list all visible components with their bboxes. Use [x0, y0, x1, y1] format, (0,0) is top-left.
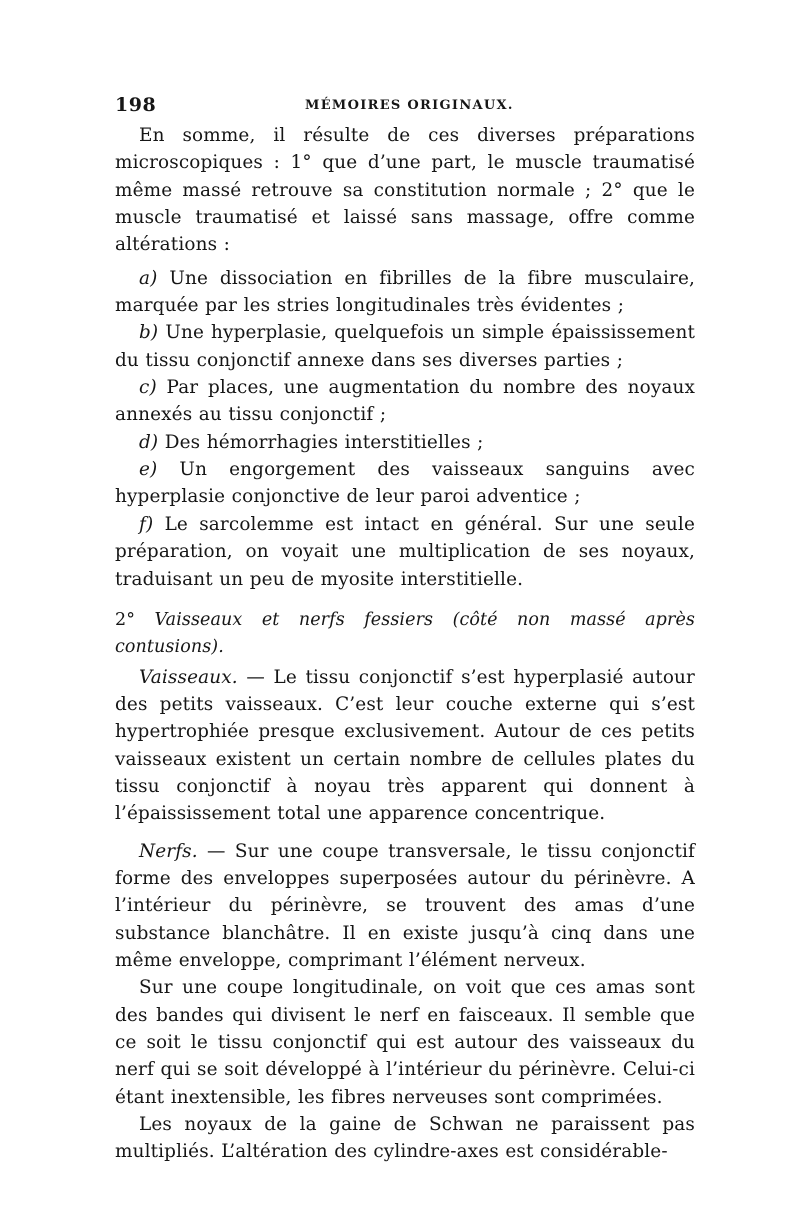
intro-paragraph: En somme, il résulte de ces diverses préparations microscopiques : 1° que d’une part, le muscle traumatisé même massé retrouve sa constitution normale ; 2° que le muscle traumatisé et laissé sans massage, offre comme altérations :	[115, 125, 695, 256]
list-text-c: Par places, une augmentation du nombre des noyaux annexés au tissu conjonctif ;	[115, 377, 695, 426]
list-item-c	[115, 374, 695, 429]
list-marker-e: e)	[139, 459, 158, 481]
section-number: 2°	[115, 609, 136, 630]
nerves-text: — Sur une coupe transversale, le tissu conjonctif forme des enveloppes superposées autour du périnèvre. A l’intérieur du périnèvre, se trouvent des amas d’une substance blanchâtre. Il en existe jusqu’à cinq dans une même enveloppe, comprimant l’élément nerveux.	[115, 840, 695, 971]
vessels-text: — Le tissu conjonctif s’est hyperplasié autour des petits vaisseaux. C’est leur couche externe qui s’est hypertrophiée presque exclusivement. Autour de ces petits vaisseaux existent un certain nombre de cellules plates du tissu conjonctif à noyau très apparent qui donnent à l’épaississement total une apparence concentrique.	[115, 666, 695, 825]
nerves-paragraph	[115, 838, 695, 975]
list-marker-c: c)	[139, 377, 157, 399]
list-marker-b: b)	[139, 322, 159, 344]
list-item-e	[115, 456, 695, 511]
list-marker-f: f)	[139, 513, 154, 535]
section-heading	[115, 607, 695, 662]
book-page	[115, 94, 695, 1194]
running-title: MÉMOIRES ORIGINAUX.	[305, 98, 514, 113]
page-number: 198	[115, 94, 157, 116]
list-marker-a: a)	[139, 267, 158, 289]
vessels-label: Vaisseaux.	[139, 666, 238, 688]
vessels-paragraph	[115, 664, 695, 828]
list-marker-d: d)	[139, 431, 159, 453]
schwann-paragraph: Les noyaux de la gaine de Schwan ne paraissent pas multipliés. L’altération des cylindre-axes est considérable-	[115, 1114, 695, 1163]
list-text-a: Une dissociation en fibrilles de la fibre musculaire, marquée par les stries longitudinales très évidentes ;	[115, 267, 696, 317]
running-head	[115, 94, 695, 122]
section-title: Vaisseaux et nerfs fessiers	[154, 609, 434, 630]
list-item-a	[115, 265, 695, 320]
nerves-label: Nerfs.	[139, 840, 198, 862]
list-item-d	[115, 429, 695, 456]
list-text-d: Des hémorrhagies interstitielles ;	[164, 431, 484, 453]
section-note: (côté non massé après contusions).	[115, 609, 695, 658]
list-text-e: Un engorgement des vaisseaux sanguins avec hyperplasie conjonctive de leur paroi adventice ;	[115, 459, 695, 508]
list-item-b	[115, 319, 695, 374]
longitudinal-paragraph: Sur une coupe longitudinale, on voit que ces amas sont des bandes qui divisent le nerf en faisceaux. Il semble que ce soit le tissu conjonctif qui est autour des vaisseaux du nerf qui se soit développé à l’intérieur du périnèvre. Celui-ci étant inextensible, les fibres nerveuses sont comprimées.	[115, 977, 695, 1108]
list-item-f	[115, 511, 695, 593]
list-text-b: Une hyperplasie, quelquefois un simple épaississement du tissu conjonctif annexe dans ses diverses parties ;	[115, 322, 695, 371]
list-text-f: Le sarcolemme est intact en général. Sur une seule préparation, on voyait une multiplication de ses noyaux, traduisant un peu de myosite interstitielle.	[115, 513, 695, 590]
